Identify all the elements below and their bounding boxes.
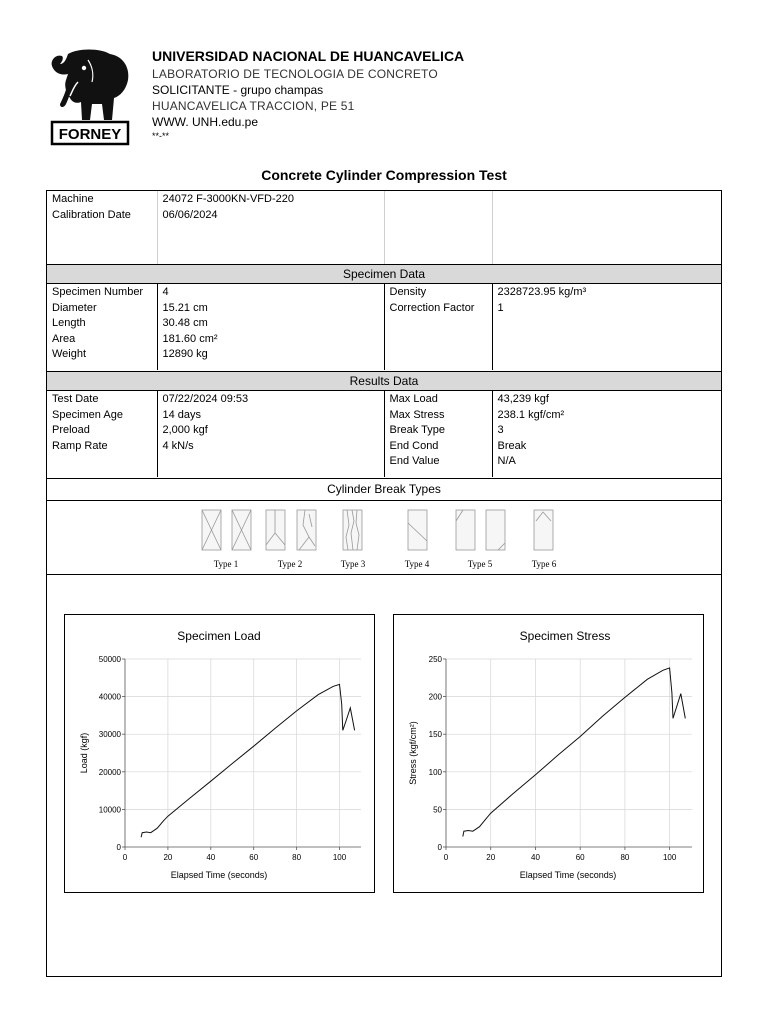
chart-title: Specimen Stress — [519, 629, 611, 643]
specimen-label: Length — [52, 317, 86, 329]
x-tick-label: 20 — [486, 853, 496, 862]
x-tick-label: 100 — [662, 853, 677, 862]
results-value: 07/22/2024 09:53 — [162, 393, 249, 405]
x-axis-label: Elapsed Time (seconds) — [170, 870, 268, 880]
x-tick-label: 100 — [332, 853, 347, 862]
machine-table — [47, 191, 721, 264]
x-tick-label: 80 — [620, 853, 630, 862]
specimen-value: 15.21 cm — [162, 301, 208, 314]
results-value: 3 — [497, 424, 504, 436]
series-line — [141, 684, 355, 837]
y-tick-label: 200 — [428, 692, 442, 702]
x-axis-label: Elapsed Time (seconds) — [519, 870, 617, 880]
results-label: Test Date — [52, 393, 99, 405]
break-type-label: Type 5 — [467, 559, 493, 569]
results-value: 14 days — [162, 408, 202, 421]
results-label: End Value — [389, 455, 440, 467]
results-label: Max Load — [389, 393, 438, 405]
break-type-label: Type 2 — [277, 559, 303, 569]
specimen-value: 12890 kg — [162, 348, 208, 360]
specimen-label: Weight — [52, 348, 87, 360]
stress-chart — [393, 614, 704, 893]
break-type-label: Type 3 — [340, 559, 366, 569]
specimen-label: Density — [389, 286, 427, 298]
specimen-value: 30.48 cm — [162, 317, 208, 329]
machine-label: Machine — [52, 193, 94, 205]
calibration-label: Calibration Date — [52, 208, 131, 221]
break-types-diagram — [47, 501, 721, 575]
break-type-6-illustration — [534, 510, 553, 550]
x-tick-label: 60 — [249, 853, 259, 862]
specimen-label: Correction Factor — [389, 301, 475, 314]
results-section-header: Results Data — [47, 371, 721, 391]
break-type-label: Type 1 — [213, 559, 239, 569]
results-label: Preload — [52, 424, 90, 436]
y-axis-label: Load (kgf) — [79, 732, 89, 774]
x-tick-label: 60 — [575, 853, 585, 862]
specimen-table — [47, 284, 721, 370]
results-value: 2,000 kgf — [162, 424, 208, 436]
address: HUANCAVELICA TRACCION, PE 51 — [152, 99, 355, 113]
break-type-2-illustration — [266, 510, 316, 550]
break-type-label: Type 4 — [404, 559, 430, 569]
break-types-header: Cylinder Break Types — [47, 478, 721, 501]
results-value: N/A — [497, 455, 516, 467]
document-title: Concrete Cylinder Compression Test — [261, 167, 507, 183]
series-line — [463, 668, 686, 837]
specimen-label: Diameter — [52, 301, 97, 314]
results-label: Ramp Rate — [52, 439, 108, 452]
specimen-value: 2328723.95 kg/m³ — [497, 286, 587, 298]
y-tick-label: 30000 — [98, 730, 121, 740]
y-tick-label: 50000 — [98, 655, 121, 664]
x-tick-label: 40 — [531, 853, 540, 862]
y-tick-label: 0 — [116, 843, 121, 852]
y-tick-label: 100 — [428, 767, 442, 777]
specimen-value: 1 — [497, 301, 504, 314]
x-tick-label: 80 — [292, 853, 302, 862]
results-table — [47, 391, 721, 477]
requester: SOLICITANTE - grupo champas — [152, 83, 324, 97]
x-tick-label: 0 — [443, 853, 449, 862]
results-label: Specimen Age — [52, 408, 123, 421]
specimen-value: 4 — [162, 286, 169, 298]
load-chart — [64, 614, 375, 893]
results-value: Break — [497, 439, 527, 452]
results-value: 43,239 kgf — [497, 393, 549, 405]
x-tick-label: 0 — [122, 853, 128, 862]
break-type-3-illustration — [343, 510, 362, 550]
specimen-label: Area — [52, 332, 76, 345]
break-type-5-illustration — [456, 510, 505, 550]
y-tick-label: 40000 — [98, 692, 121, 702]
report-header — [48, 46, 748, 156]
x-tick-label: 40 — [206, 853, 216, 862]
results-value: 238.1 kgf/cm² — [497, 408, 565, 421]
results-label: Max Stress — [389, 408, 445, 421]
y-tick-label: 50 — [433, 805, 442, 815]
extra-note: **-** — [152, 131, 170, 141]
results-value: 4 kN/s — [162, 439, 194, 452]
break-type-4-illustration — [408, 510, 427, 550]
x-tick-label: 20 — [163, 853, 173, 862]
lab-name: LABORATORIO DE TECNOLOGIA DE CONCRETO — [152, 67, 438, 81]
y-tick-label: 0 — [437, 843, 442, 852]
specimen-value: 181.60 cm² — [162, 332, 218, 345]
svg-text:FORNEY: FORNEY — [58, 126, 122, 143]
website: WWW. UNH.edu.pe — [152, 115, 259, 129]
stress-chart-svg — [394, 615, 705, 894]
y-tick-label: 20000 — [98, 767, 121, 777]
forney-elephant-logo — [48, 46, 134, 150]
specimen-section-header: Specimen Data — [47, 264, 721, 284]
break-type-label: Type 6 — [531, 559, 557, 569]
y-tick-label: 150 — [428, 730, 442, 740]
chart-title: Specimen Load — [177, 629, 261, 643]
results-label: Break Type — [389, 424, 445, 436]
break-type-1-illustration — [202, 510, 251, 550]
y-tick-label: 10000 — [98, 805, 121, 815]
university-name: UNIVERSIDAD NACIONAL DE HUANCAVELICA — [152, 48, 465, 64]
calibration-value: 06/06/2024 — [162, 208, 218, 221]
y-tick-label: 250 — [428, 655, 442, 664]
machine-value: 24072 F-3000KN-VFD-220 — [162, 193, 294, 205]
specimen-label: Specimen Number — [52, 286, 144, 298]
y-axis-label: Stress (kgf/cm²) — [408, 721, 418, 785]
load-chart-svg — [65, 615, 376, 894]
results-label: End Cond — [389, 439, 439, 452]
